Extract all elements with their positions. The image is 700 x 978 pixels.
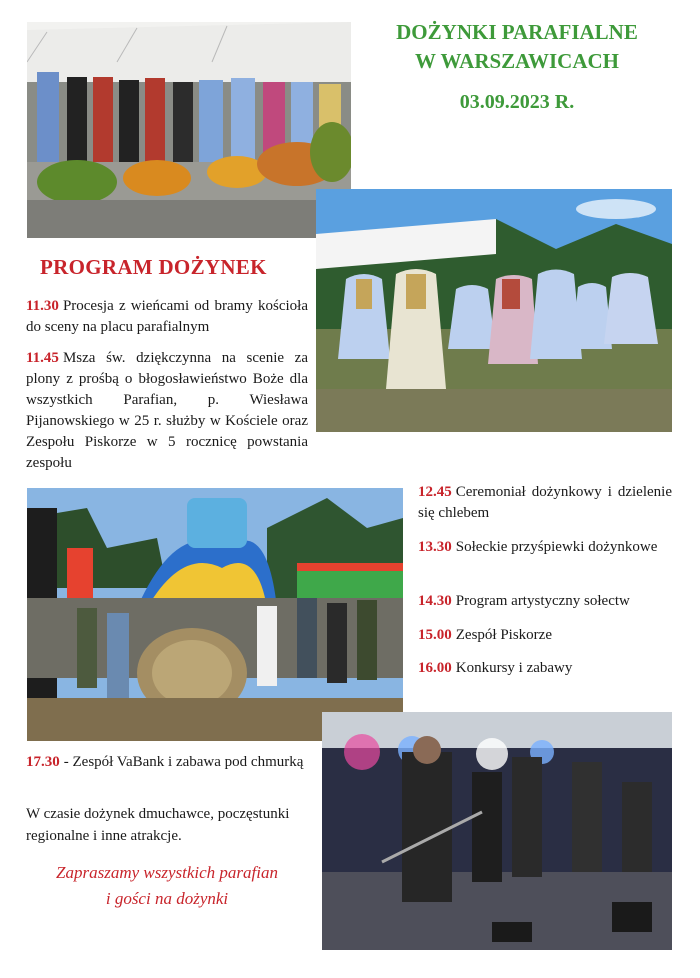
invitation [26,860,308,912]
attractions-note: W czasie dożynek dmuchawce, poczęstunki regionalne i inne atrakcje. [26,806,290,844]
invitation-line-2: i gości na dożynki [105,889,229,908]
event-date: 03.09.2023 R. [459,91,575,113]
program-item-1130 [26,296,308,338]
program-time: 11.30 [26,298,59,314]
program-time: 12.45 [418,484,452,500]
program-time: 15.00 [418,627,452,643]
program-item-1600 [418,658,672,679]
program-text: Procesja z wieńcami od bramy kościoła do sceny na placu parafialnym [26,298,308,335]
program-text: Ceremoniał dożynkowy i dzielenie się chlebem [418,484,672,521]
title-line-1: DOŻYNKI PARAFIALNE [396,20,638,44]
photo-band-concert [322,712,672,950]
photo-folk-dancers [316,189,672,432]
program-time: 13.30 [418,539,452,555]
program-text: Sołeckie przyśpiewki dożynkowe [455,539,658,555]
program-item-1500 [418,625,672,646]
program-item-1430 [418,591,672,612]
title-line-2: W WARSZAWICACH [414,49,620,73]
program-item-1730 [26,752,308,773]
photo-hay-bale-race [27,488,403,741]
invitation-line-1: Zapraszamy wszystkich parafian [56,863,278,882]
program-item-1245 [418,482,672,524]
program-text: Konkursy i zabawy [455,660,573,676]
program-time: 14.30 [418,593,452,609]
program-item-1330 [418,537,672,558]
program-text: Zespół Piskorze [455,627,552,643]
photo-folk-group-stage [27,22,351,238]
program-item-1145 [26,348,308,474]
program-text: Program artystyczny sołectw [455,593,630,609]
page-title [352,18,682,76]
program-text: Msza św. dziękczynna na scenie za plony z prośbą o błogosławieństwo Boże dla wszystkich Parafian, p. Wiesława Pijanowskiego w 25 r. służby w Kościele oraz Zespołu Piskorze w 5 rocznicę powstania zespołu [26,350,308,471]
program-time: 11.45 [26,350,59,366]
program-text: - Zespół VaBank i zabawa pod chmurką [63,754,304,770]
program-time: 17.30 [26,754,60,770]
program-time: 16.00 [418,660,452,676]
program-heading: PROGRAM DOŻYNEK [40,255,267,279]
